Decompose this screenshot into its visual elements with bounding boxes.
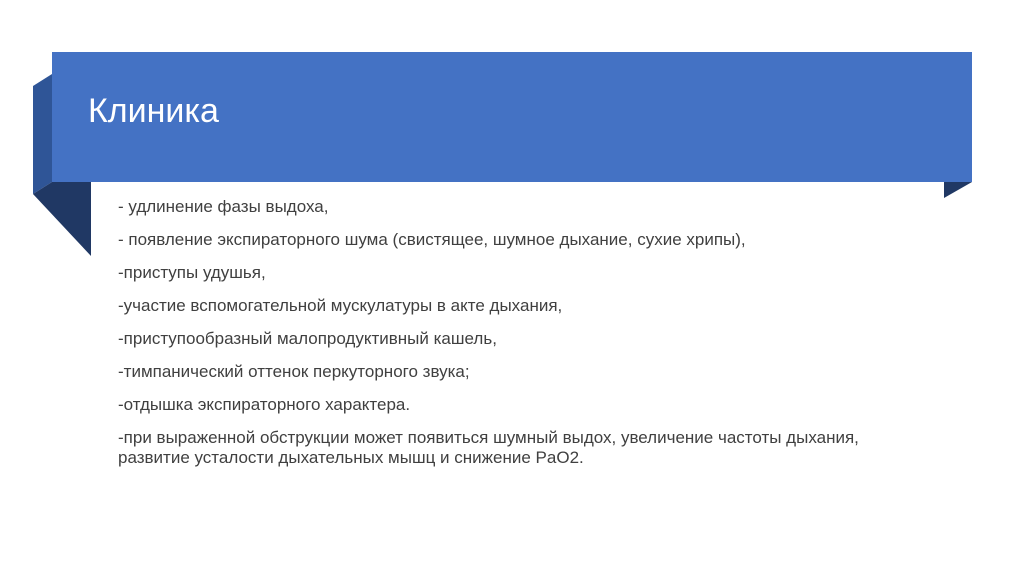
- bullet-item: -при выраженной обструкции может появиться шумный выдох, увеличение частоты дыхания, развитие усталости дыхательных мышц и снижение PaO2.: [118, 428, 859, 467]
- ribbon-fold-left: [33, 74, 52, 194]
- ribbon-tail-left: [33, 182, 91, 256]
- bullet-list: [118, 197, 908, 481]
- slide-title: Клиника: [88, 92, 219, 130]
- ribbon-fold-right: [944, 182, 972, 198]
- bullet-item: - появление экспираторного шума (свистящее, шумное дыхание, сухие хрипы),: [118, 230, 746, 249]
- bullet-item: -приступообразный малопродуктивный кашель,: [118, 329, 497, 348]
- bullet-item: - удлинение фазы выдоха,: [118, 197, 329, 216]
- bullet-item: -приступы удушья,: [118, 263, 266, 282]
- bullet-item: -участие вспомогательной мускулатуры в акте дыхания,: [118, 296, 563, 315]
- bullet-item: -тимпанический оттенок перкуторного звука;: [118, 362, 470, 381]
- bullet-item: -отдышка экспираторного характера.: [118, 395, 411, 414]
